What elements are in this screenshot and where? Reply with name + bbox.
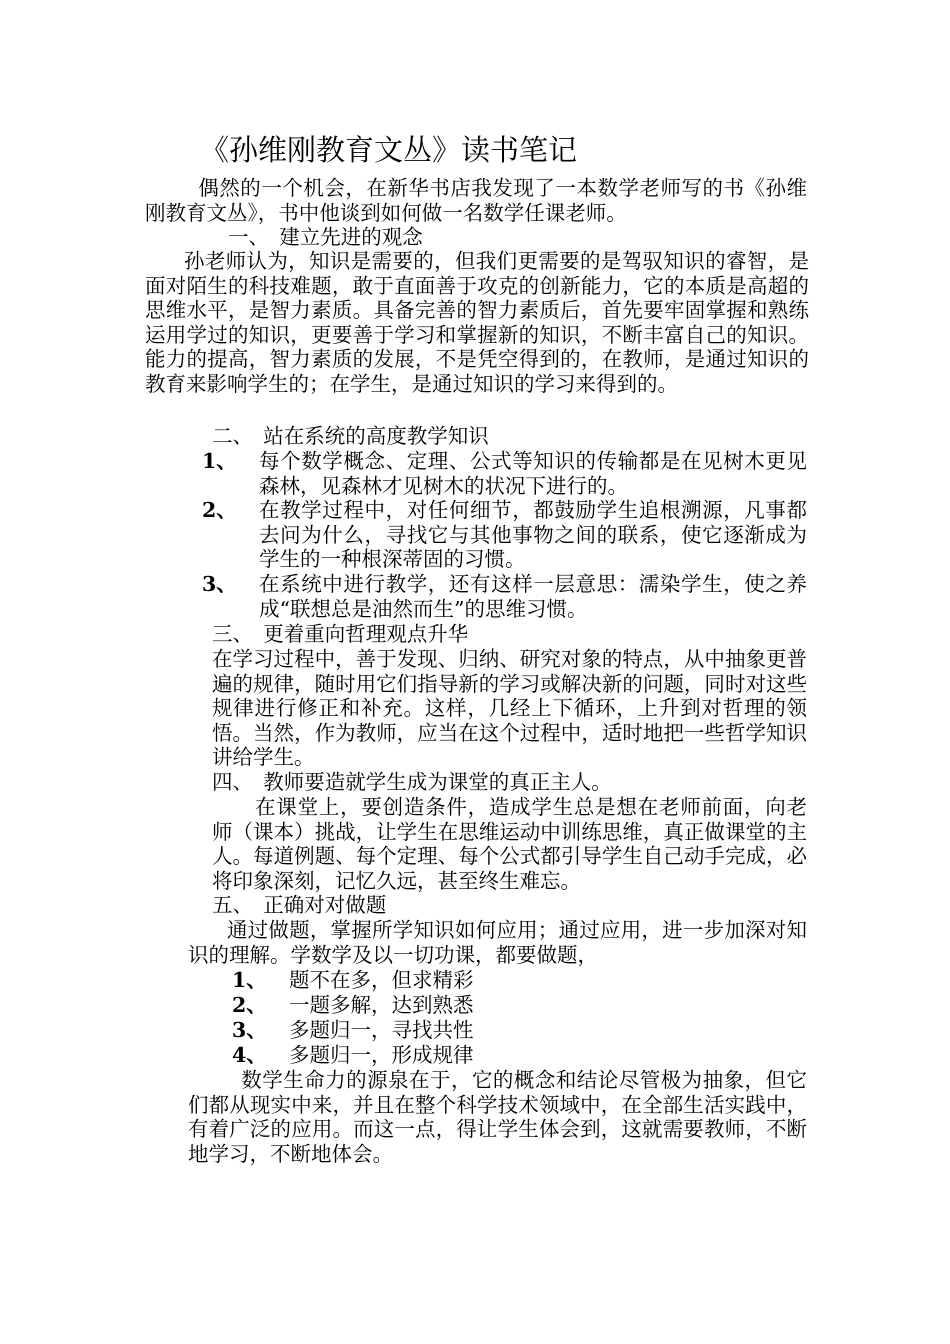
section-5-item-3-number: 3、 — [232, 1018, 267, 1042]
section-2-item-2-text: 在教学过程中，对任何细节，都鼓励学生追根溯源，凡事都去问为什么，寻找它与其他事物之间的联系，使它逐渐成为学生的一种根深蒂固的习惯。 — [259, 498, 807, 572]
section-5-body: 通过做题，掌握所学知识如何应用；通过应用，进一步加深对知识的理解。学数学及以一切功课，都要做题， — [188, 918, 807, 967]
closing-paragraph: 数学生命力的源泉在于，它的概念和结论尽管极为抽象，但它们都从现实中来，并且在整个科学技术领域中，在全部生活实践中，有着广泛的应用。而这一点，得让学生体会到，这就需要教师，不断地学习，不断地体会。 — [188, 1068, 807, 1166]
section-2-item-1-number: 1、 — [202, 449, 237, 473]
section-4-body: 在课堂上，要创造条件，造成学生总是想在老师前面，向老师（课本）挑战，让学生在思维运动中训练思维，真正做课堂的主人。每道例题、每个定理、每个公式都引导学生自己动手完成，必将印象深刻，记忆久远，甚至终生难忘。 — [212, 795, 807, 893]
section-2-item-3-number: 3、 — [202, 572, 237, 596]
intro-paragraph: 偶然的一个机会，在新华书店我发现了一本数学老师写的书《孙维刚教育文丛》，书中他谈到如何做一名数学任课老师。 — [145, 176, 807, 225]
section-1-body: 孙老师认为，知识是需要的，但我们更需要的是驾驭知识的睿智，是面对陌生的科技难题，敢于直面善于攻克的创新能力，它的本质是高超的思维水平，是智力素质。具备完善的智力素质后，首先要牢固掌握和熟练运用学过的知识，更要善于学习和掌握新的知识，不断丰富自己的知识。能力的提高，智力素质的发展，不是凭空得到的，在教师，是通过知识的教育来影响学生的；在学生，是通过知识的学习来得到的。 — [145, 249, 809, 396]
section-5-item-1-number: 1、 — [232, 968, 267, 992]
section-5-heading: 五、 正确对对做题 — [212, 893, 387, 917]
section-5-item-3-text: 多题归一，寻找共性 — [289, 1018, 474, 1042]
document-title: 《孙维刚教育文丛》读书笔记 — [200, 133, 578, 167]
section-5-item-2-text: 一题多解，达到熟悉 — [289, 993, 474, 1017]
section-5-item-1-text: 题不在多，但求精彩 — [289, 968, 474, 992]
section-3-heading: 三、 更着重向哲理观点升华 — [212, 622, 469, 646]
section-1-heading: 一、 建立先进的观念 — [228, 225, 423, 249]
section-2-item-2-number: 2、 — [202, 498, 237, 522]
section-2-item-3-text: 在系统中进行教学，还有这样一层意思：濡染学生，使之养成“联想总是油然而生”的思维习惯。 — [259, 572, 807, 621]
section-4-heading: 四、 教师要造就学生成为课堂的真正主人。 — [212, 770, 612, 794]
section-5-item-2-number: 2、 — [232, 993, 267, 1017]
section-2-item-1-text: 每个数学概念、定理、公式等知识的传输都是在见树木更见森林，见森林才见树木的状况下进行的。 — [259, 449, 807, 498]
section-3-body: 在学习过程中，善于发现、归纳、研究对象的特点，从中抽象更普遍的规律，随时用它们指导新的学习或解决新的问题，同时对这些规律进行修正和补充。这样，几经上下循环，上升到对哲理的领悟。当然，作为教师，应当在这个过程中，适时地把一些哲学知识讲给学生。 — [212, 647, 807, 770]
section-5-item-4-text: 多题归一，形成规律 — [289, 1043, 474, 1067]
section-5-item-4-number: 4、 — [232, 1043, 267, 1067]
section-2-heading: 二、 站在系统的高度教学知识 — [212, 424, 489, 448]
